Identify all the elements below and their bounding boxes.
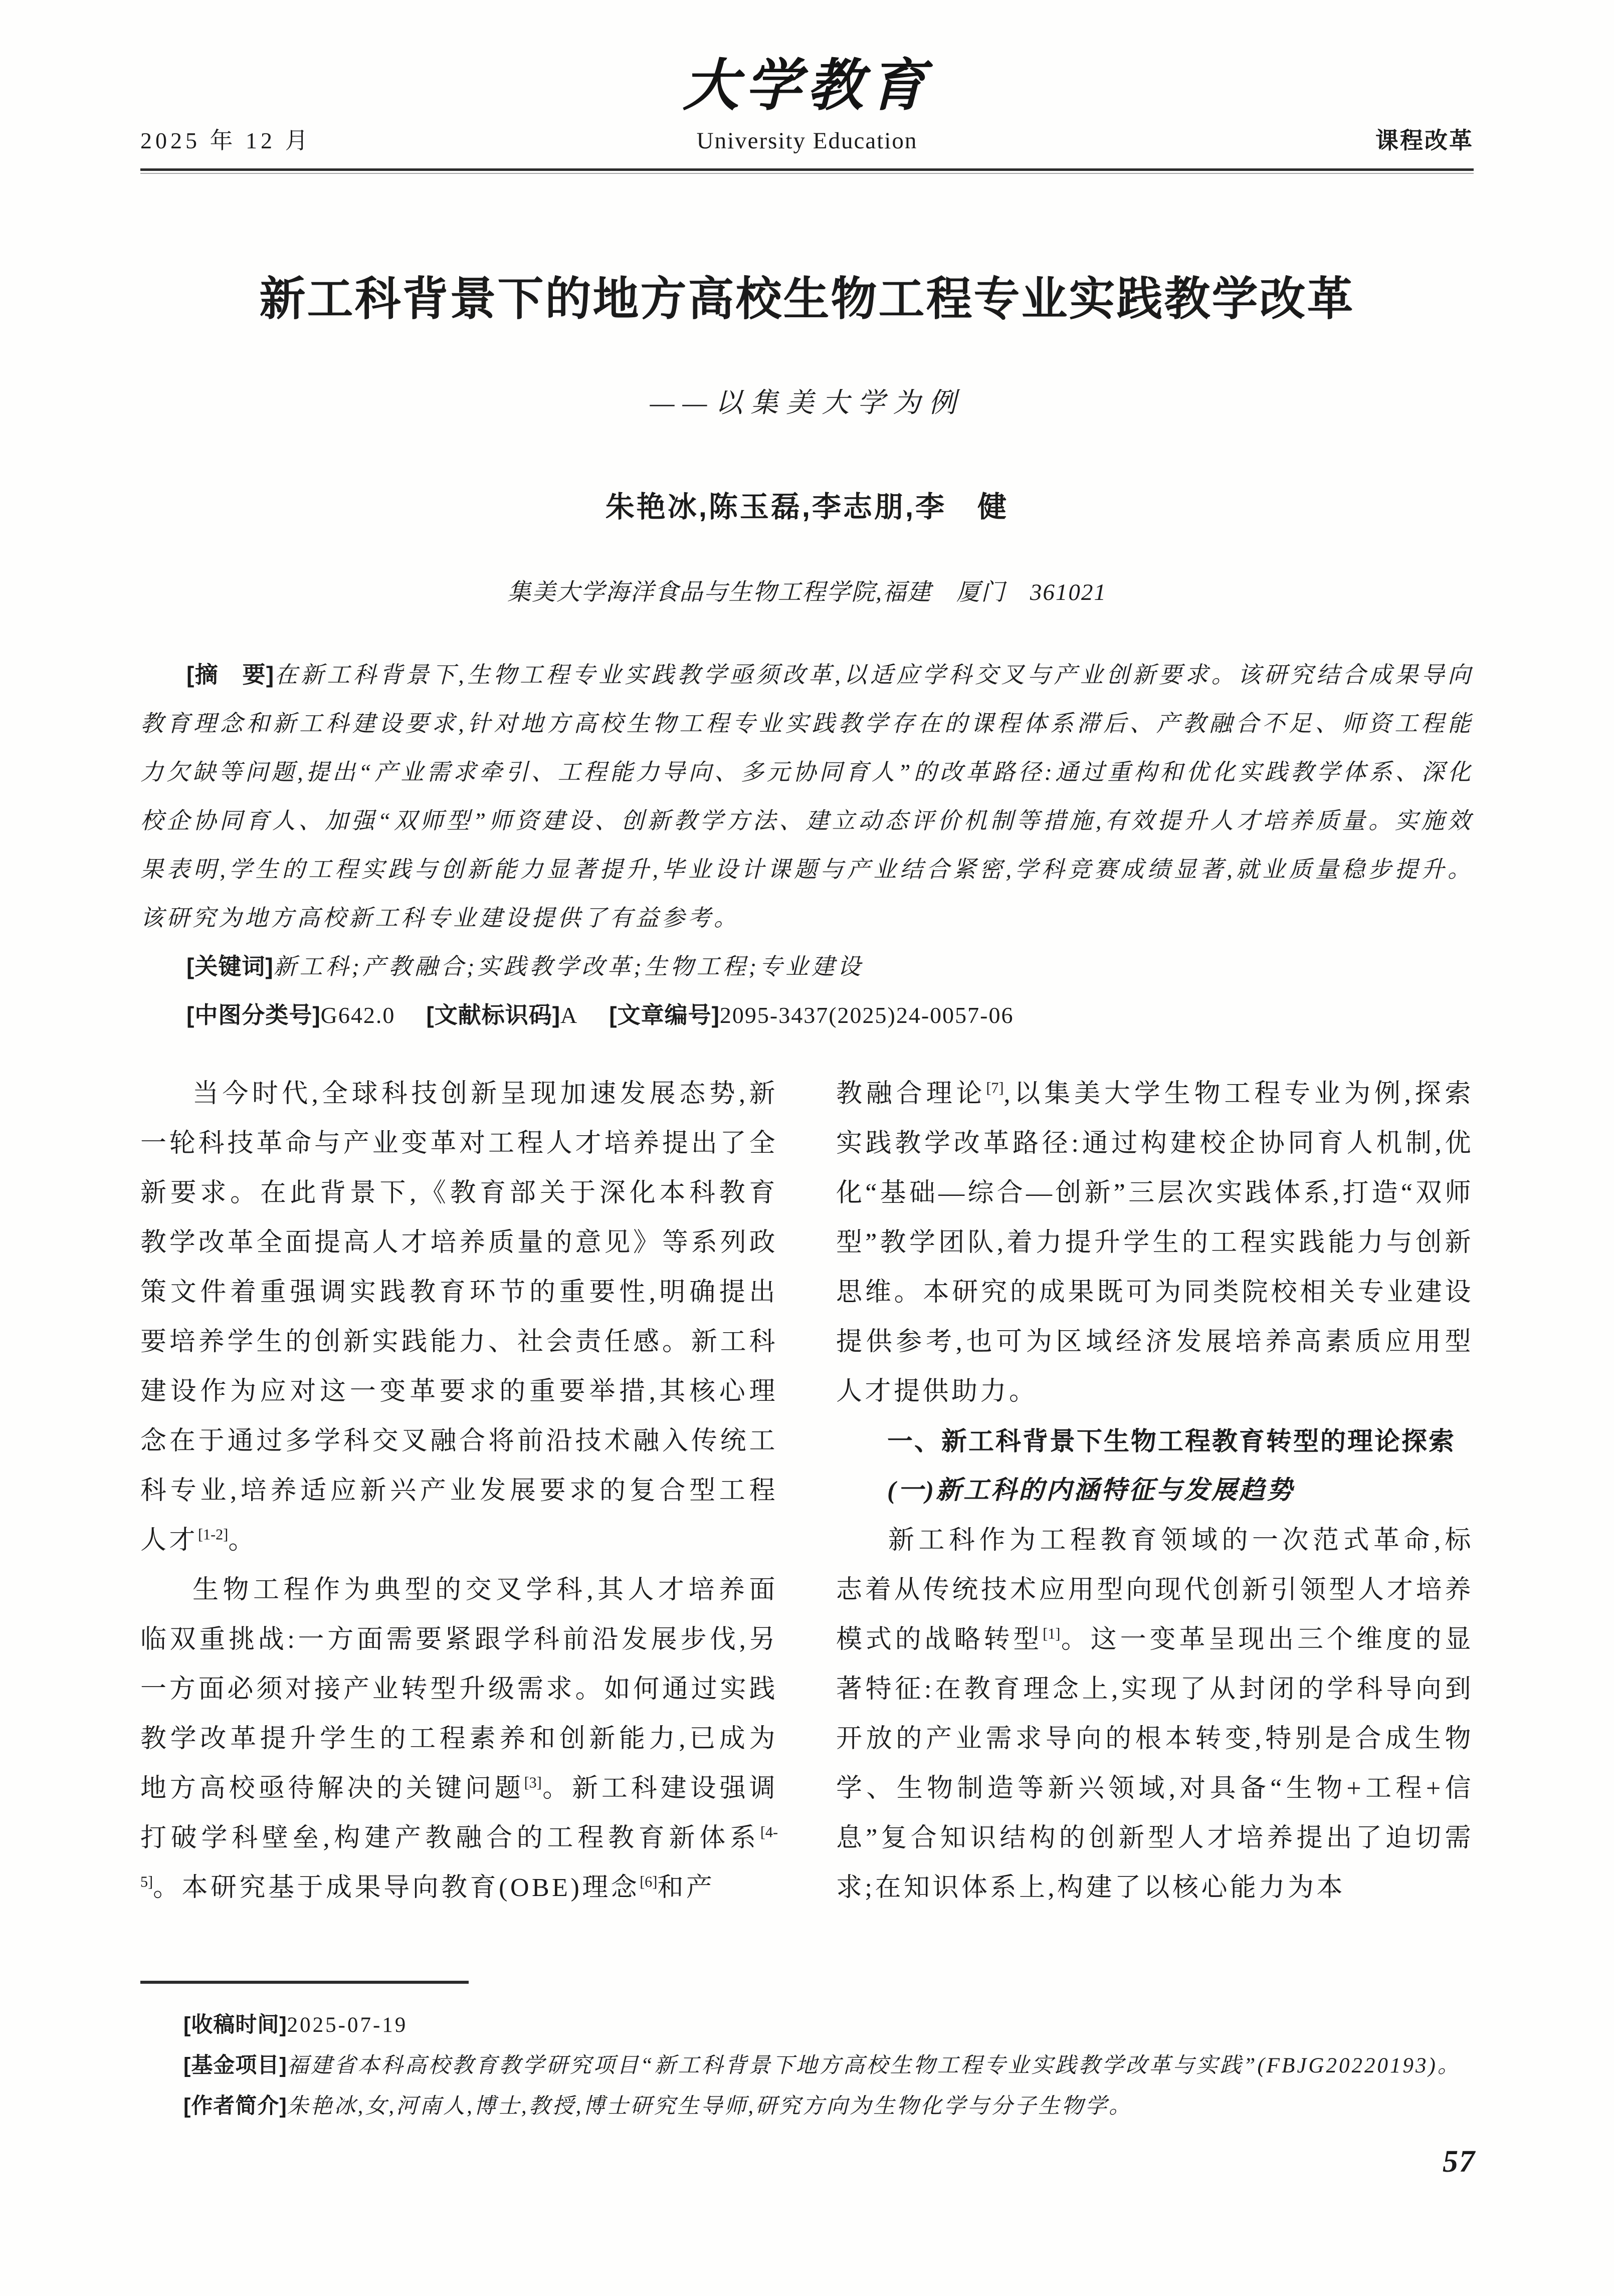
received-value: 2025-07-19: [287, 2013, 408, 2037]
body-columns: [140, 1069, 1474, 1913]
journal-logo: 大学教育: [683, 55, 931, 117]
article-authors: 朱艳冰,陈玉磊,李志朋,李 健: [605, 490, 1009, 523]
body-paragraph: 生物工程作为典型的交叉学科,其人才培养面临双重挑战:一方面需要紧跟学科前沿发展步伐,另一方面必须对接产业转型升级需求。如何通过实践教学改革提升学生的工程素养和创新能力,已成为地方高校亟待解决的关键问题[3]。新工科建设强调打破学科壁垒,构建产教融合的工程教育新体系[4-5]。本研究基于成果导向教育(OBE)理念[6]和产: [140, 1576, 778, 1902]
received-label: [收稿时间]: [183, 2013, 287, 2037]
footnote-bio: [140, 2086, 1474, 2127]
fund-value: 福建省本科高校教育教学研究项目“新工科背景下地方高校生物工程专业实践教学改革与实践”(FBJG20220193)。: [287, 2054, 1461, 2077]
clc-value: G642.0: [320, 1002, 395, 1028]
right-column: [836, 1069, 1474, 1913]
article-id-value: 2095-3437(2025)24-0057-06: [719, 1002, 1014, 1028]
bio-label: [作者简介]: [183, 2094, 287, 2118]
keywords-text: 新工科;产教融合;实践教学改革;生物工程;专业建设: [273, 954, 864, 979]
body-paragraph-continuation: 教融合理论[7],以集美大学生物工程专业为例,探索实践教学改革路径:通过构建校企协同育人机制,优化“基础—综合—创新”三层次实践体系,打造“双师型”教学团队,着力提升学生的工程实践能力与创新思维。本研究的成果既可为同类院校相关专业建设提供参考,也可为区域经济发展培养高素质应用型人才提供助力。: [836, 1079, 1474, 1406]
doc-code-label: [文献标识码]: [426, 1002, 561, 1028]
article-subtitle: ——以集美大学为例: [650, 387, 964, 418]
header-rule: [140, 168, 1474, 174]
abstract-label: [摘 要]: [186, 662, 275, 688]
doc-code-value: A: [560, 1002, 578, 1028]
header-row: [140, 122, 1474, 155]
abstract-text: 在新工科背景下,生物工程专业实践教学亟须改革,以适应学科交叉与产业创新要求。该研究结合成果导向教育理念和新工科建设要求,针对地方高校生物工程专业实践教学存在的课程体系滞后、产教融合不足、师资工程能力欠缺等问题,提出“产业需求牵引、工程能力导向、多元协同育人”的改革路径:通过重构和优化实践教学体系、深化校企协同育人、加强“双师型”师资建设、创新教学方法、建立动态评价机制等措施,有效提升人才培养质量。实施效果表明,学生的工程实践与创新能力显著提升,毕业设计课题与产业结合紧密,学科竞赛成绩显著,就业质量稳步提升。该研究为地方高校新工科专业建设提供了有益参考。: [140, 662, 1474, 931]
body-paragraph: 当今时代,全球科技创新呈现加速发展态势,新一轮科技革命与产业变革对工程人才培养提出了全新要求。在此背景下,《教育部关于深化本科教育教学改革全面提高人才培养质量的意见》等系列政策文件着重强调实践教育环节的重要性,明确提出要培养学生的创新实践能力、社会责任感。新工科建设作为应对这一变革要求的重要举措,其核心理念在于通过多学科交叉融合将前沿技术融入传统工科专业,培养适应新兴产业发展要求的复合型工程人才[1-2]。: [140, 1080, 778, 1555]
journal-name-en: University Education: [696, 128, 918, 154]
footnote-separator: [140, 1981, 469, 1984]
column-tag: 课程改革: [1375, 128, 1474, 153]
subsection-heading: (一)新工科的内涵特征与发展趋势: [887, 1477, 1294, 1505]
issue-date: 2025 年 12 月: [140, 128, 312, 153]
article-id-group: [609, 1002, 1014, 1028]
section-heading: 一、新工科背景下生物工程教育转型的理论探索: [887, 1427, 1456, 1455]
left-column: [140, 1069, 778, 1913]
abstract-paragraph: [140, 651, 1474, 942]
title-block: [100, 273, 1514, 607]
footnotes: [140, 2005, 1474, 2127]
article-affiliation: 集美大学海洋食品与生物工程学院,福建 厦门 361021: [507, 579, 1107, 605]
page-header: [140, 55, 1474, 174]
footnote-received: [140, 2005, 1474, 2045]
clc-group: [186, 1002, 395, 1028]
front-matter: [140, 651, 1474, 1039]
clc-label: [中图分类号]: [186, 1002, 321, 1028]
keywords-line: [140, 942, 1474, 991]
page-title: 新工科背景下的地方高校生物工程专业实践教学改革: [259, 274, 1355, 325]
meta-line: [140, 991, 1474, 1039]
keywords-label: [关键词]: [186, 953, 274, 979]
body-paragraph: 新工科作为工程教育领域的一次范式革命,标志着从传统技术应用型向现代创新引领型人才培养模式的战略转型[1]。这一变革呈现出三个维度的显著特征:在教育理念上,实现了从封闭的学科导向到开放的产业需求导向的根本转变,特别是合成生物学、生物制造等新兴领域,对具备“生物+工程+信息”复合知识结构的创新型人才培养提出了迫切需求;在知识体系上,构建了以核心能力为本: [836, 1526, 1474, 1902]
footnote-fund: [140, 2045, 1474, 2086]
doc-code-group: [426, 1002, 578, 1028]
article-id-label: [文章编号]: [609, 1002, 720, 1028]
bio-value: 朱艳冰,女,河南人,博士,教授,博士研究生导师,研究方向为生物化学与分子生物学。: [287, 2095, 1133, 2118]
page-number: 57: [1443, 2145, 1476, 2179]
fund-label: [基金项目]: [183, 2053, 287, 2077]
